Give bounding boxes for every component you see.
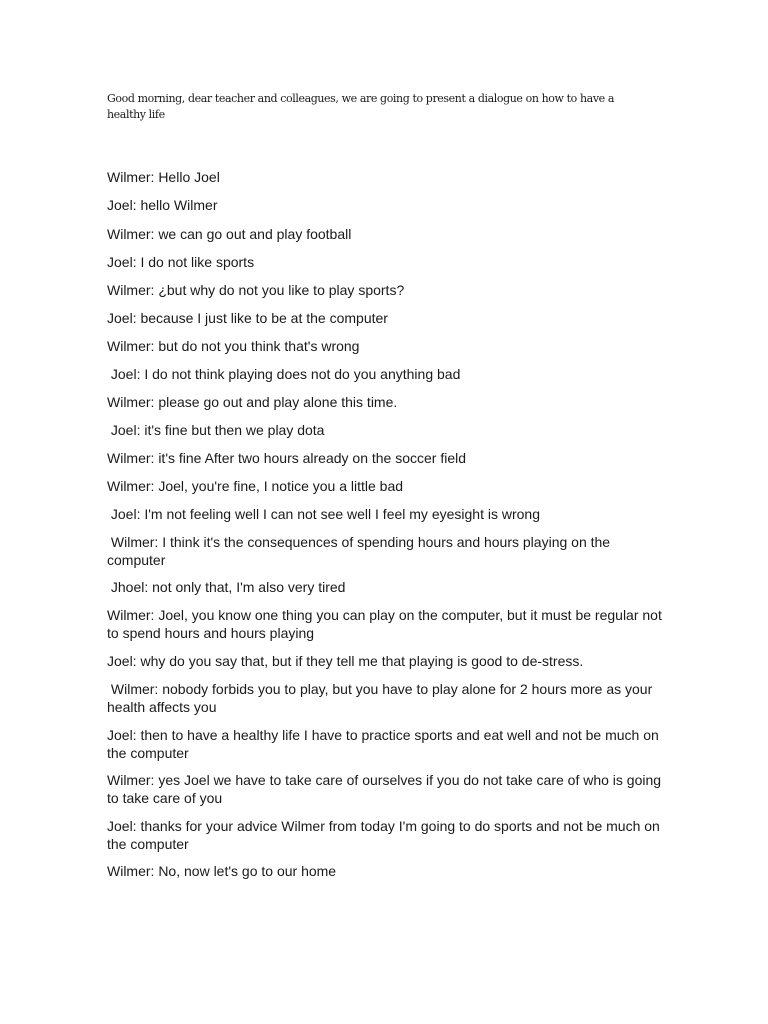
dialogue-line: Wilmer: we can go out and play football bbox=[107, 226, 352, 242]
dialogue-line: Wilmer: Hello Joel bbox=[107, 169, 220, 185]
dialogue-line: Joel: hello Wilmer bbox=[107, 197, 218, 213]
dialogue-line: Joel: I do not think playing does not do you anything bad bbox=[107, 366, 461, 382]
dialogue-line: Wilmer: nobody forbids you to play, but you have to play alone for 2 hours more as your health affects you bbox=[107, 681, 657, 715]
dialogue-line: Wilmer: but do not you think that's wrong bbox=[107, 338, 360, 354]
dialogue-line: Joel: then to have a healthy life I have to practice sports and eat well and not be much on the computer bbox=[107, 727, 663, 761]
dialogue-line: Wilmer: ¿but why do not you like to play sports? bbox=[107, 282, 405, 298]
intro-paragraph: Good morning, dear teacher and colleagues, we are going to present a dialogue on how to have a healthy life bbox=[107, 92, 614, 121]
dialogue-line: Wilmer: it's fine After two hours already on the soccer field bbox=[107, 450, 467, 466]
dialogue-line: Joel: thanks for your advice Wilmer from today I'm going to do sports and not be much on the computer bbox=[107, 818, 664, 852]
dialogue-line: Joel: why do you say that, but if they tell me that playing is good to de-stress. bbox=[107, 653, 584, 669]
dialogue-line: Joel: because I just like to be at the computer bbox=[107, 310, 388, 326]
dialogue-line: Joel: I'm not feeling well I can not see well I feel my eyesight is wrong bbox=[107, 506, 540, 522]
dialogue-line: Wilmer: yes Joel we have to take care of ourselves if you do not take care of who is going to take care of you bbox=[107, 772, 665, 806]
dialogue-line: Jhoel: not only that, I'm also very tired bbox=[107, 579, 346, 595]
dialogue-line: Wilmer: Joel, you know one thing you can play on the computer, but it must be regular not to spend hours and hours playing bbox=[107, 607, 666, 641]
dialogue-line: Wilmer: please go out and play alone this time. bbox=[107, 394, 398, 410]
dialogue-line: Wilmer: I think it's the consequences of spending hours and hours playing on the computer bbox=[107, 534, 614, 568]
dialogue-line: Joel: I do not like sports bbox=[107, 254, 255, 270]
dialogue-line: Wilmer: No, now let's go to our home bbox=[107, 863, 337, 879]
dialogue-line: Joel: it's fine but then we play dota bbox=[107, 422, 325, 438]
dialogue-line: Wilmer: Joel, you're fine, I notice you a little bad bbox=[107, 478, 404, 494]
